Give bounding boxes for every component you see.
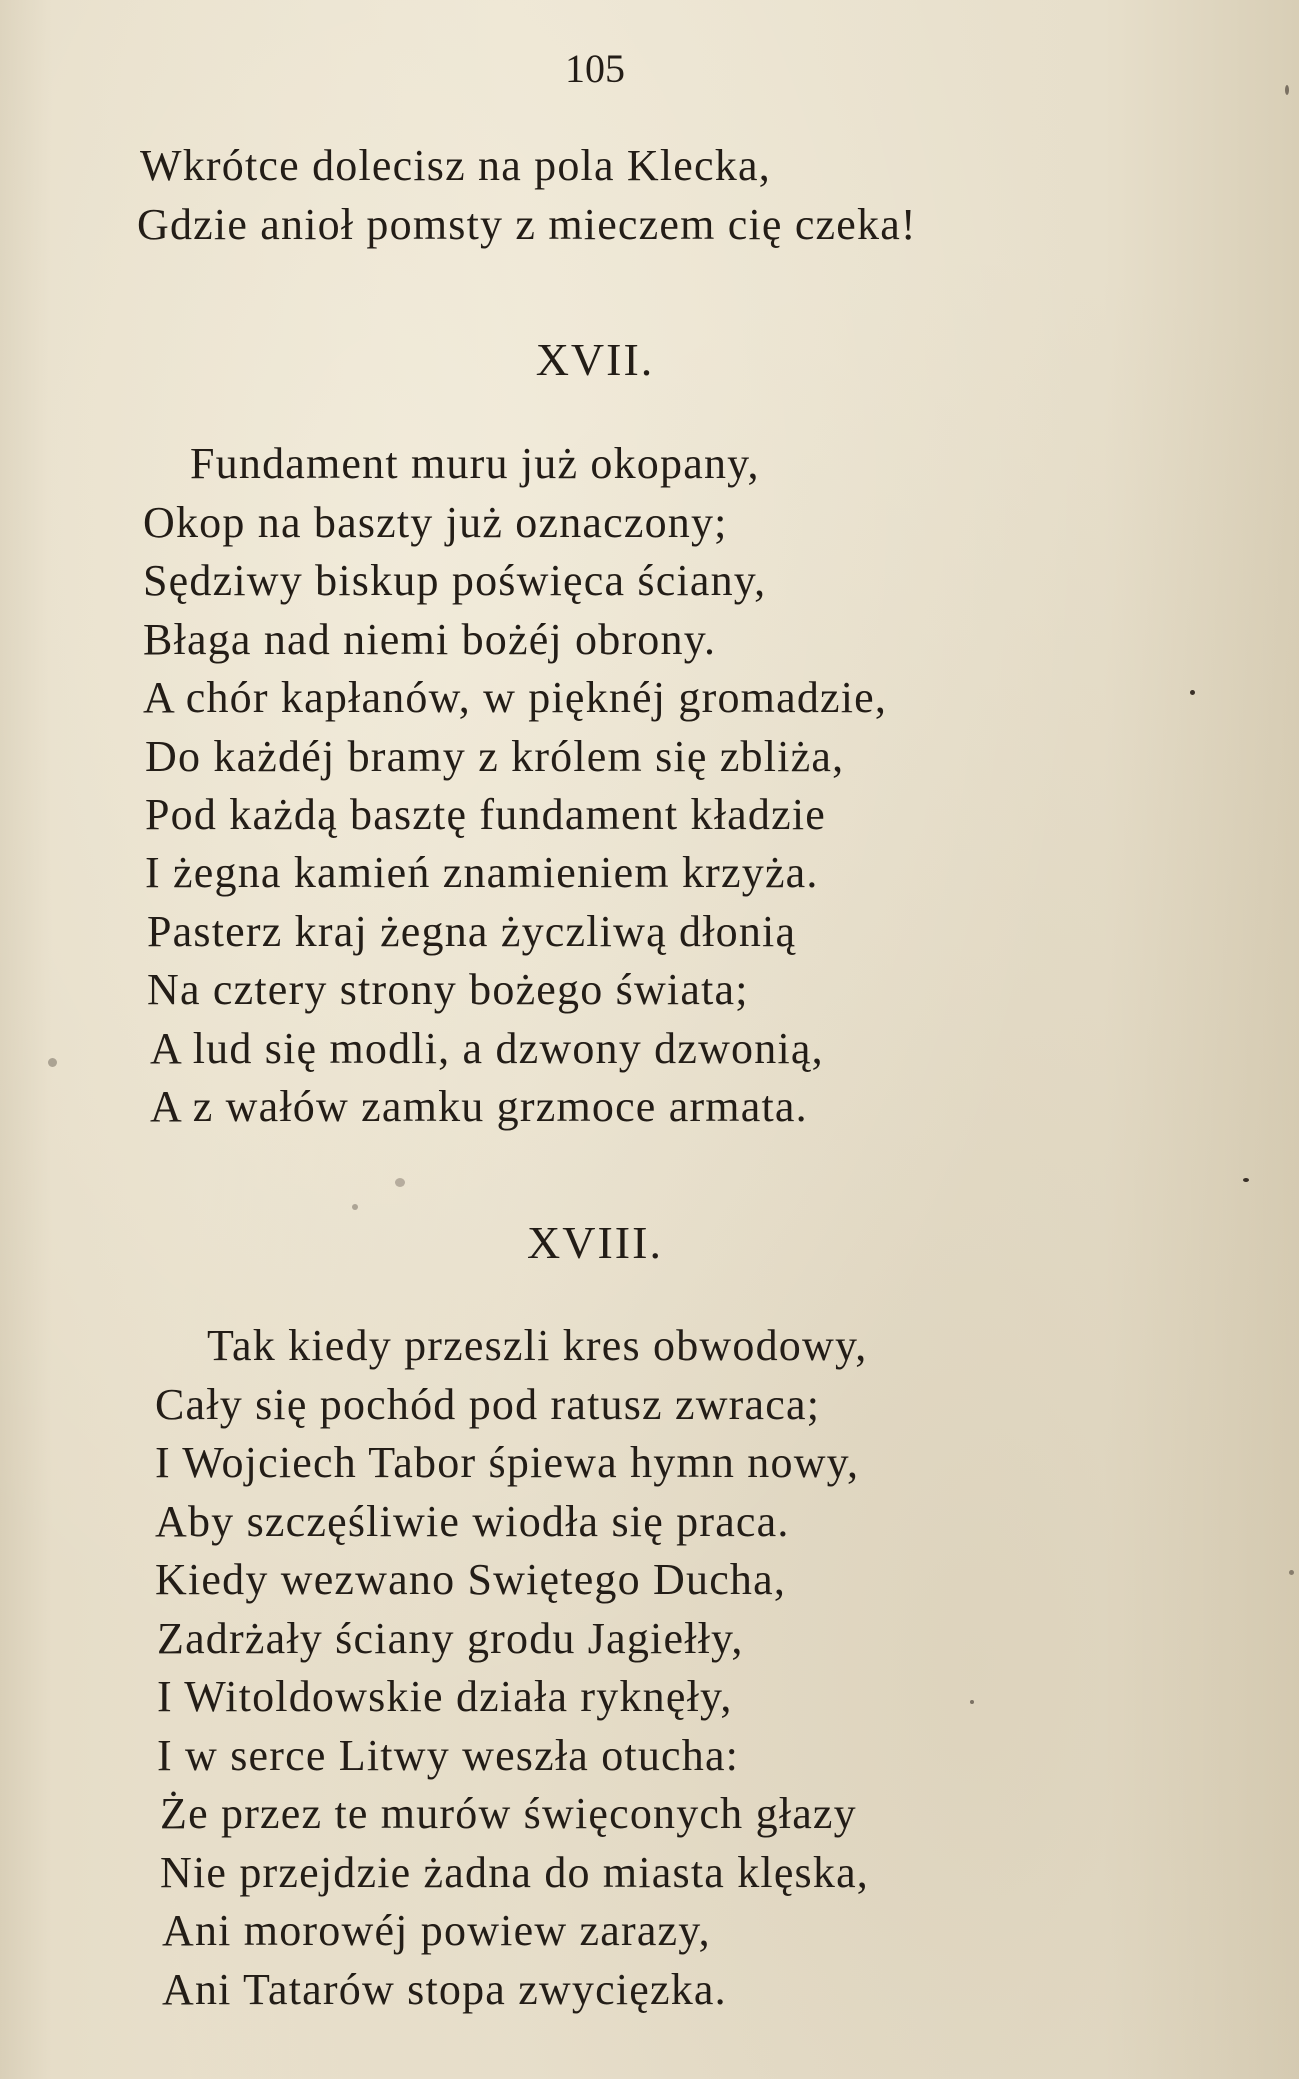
poem-line: A chór kapłanów, w pięknéj gromadzie, — [143, 673, 888, 722]
poem-line: Cały się pochód pod ratusz zwraca; — [155, 1380, 821, 1429]
paper-speck — [352, 1204, 358, 1210]
poem-line: Do każdéj bramy z królem się zbliża, — [145, 732, 845, 781]
poem-line: Tak kiedy przeszli kres obwodowy, — [207, 1321, 868, 1370]
poem-line: A lud się modli, a dzwony dzwonią, — [150, 1024, 824, 1073]
poem-line: A z wałów zamku grzmoce armata. — [150, 1082, 808, 1131]
poem-line: Pod każdą basztę fundament kładzie — [145, 790, 826, 839]
section-heading: XVIII. — [527, 1217, 663, 1268]
page-number: 105 — [565, 46, 625, 91]
paper-speck — [1190, 690, 1195, 695]
poem-line: Kiedy wezwano Swiętego Ducha, — [155, 1555, 787, 1604]
poem-line: Nie przejdzie żadna do miasta klęska, — [160, 1848, 869, 1897]
poem-line: Błaga nad niemi bożéj obrony. — [143, 615, 717, 664]
poem-line: Gdzie anioł pomsty z mieczem cię czeka! — [137, 200, 917, 249]
poem-line: Sędziwy biskup poświęca ściany, — [143, 556, 767, 605]
paper-speck — [395, 1178, 405, 1187]
paper-speck — [970, 1700, 974, 1704]
poem-line: I w serce Litwy weszła otucha: — [157, 1731, 740, 1780]
poem-line: Aby szczęśliwie wiodła się praca. — [155, 1497, 790, 1546]
poem-line: Fundament muru już okopany, — [190, 439, 760, 488]
paper-speck — [48, 1058, 57, 1067]
section-heading: XVII. — [535, 334, 655, 385]
paper-speck — [1289, 1570, 1294, 1575]
poem-line: Wkrótce dolecisz na pola Klecka, — [140, 141, 771, 190]
poem-line: Ani morowéj powiew zarazy, — [162, 1906, 711, 1955]
poem-line: I żegna kamień znamieniem krzyża. — [145, 848, 819, 897]
poem-line: Zadrżały ściany grodu Jagiełły, — [157, 1614, 744, 1663]
paper-speck — [1285, 85, 1289, 95]
poem-line: Okop na baszty już oznaczony; — [143, 498, 728, 547]
poem-line: Że przez te murów święconych głazy — [160, 1789, 857, 1838]
poem-line: Ani Tatarów stopa zwycięzka. — [162, 1965, 727, 2014]
poem-line: Pasterz kraj żegna życzliwą dłonią — [147, 907, 797, 956]
paper-speck — [1243, 1178, 1249, 1182]
poem-line: I Witoldowskie działa ryknęły, — [157, 1672, 733, 1721]
poem-line: I Wojciech Tabor śpiewa hymn nowy, — [155, 1438, 860, 1487]
poem-line: Na cztery strony bożego świata; — [147, 965, 749, 1014]
